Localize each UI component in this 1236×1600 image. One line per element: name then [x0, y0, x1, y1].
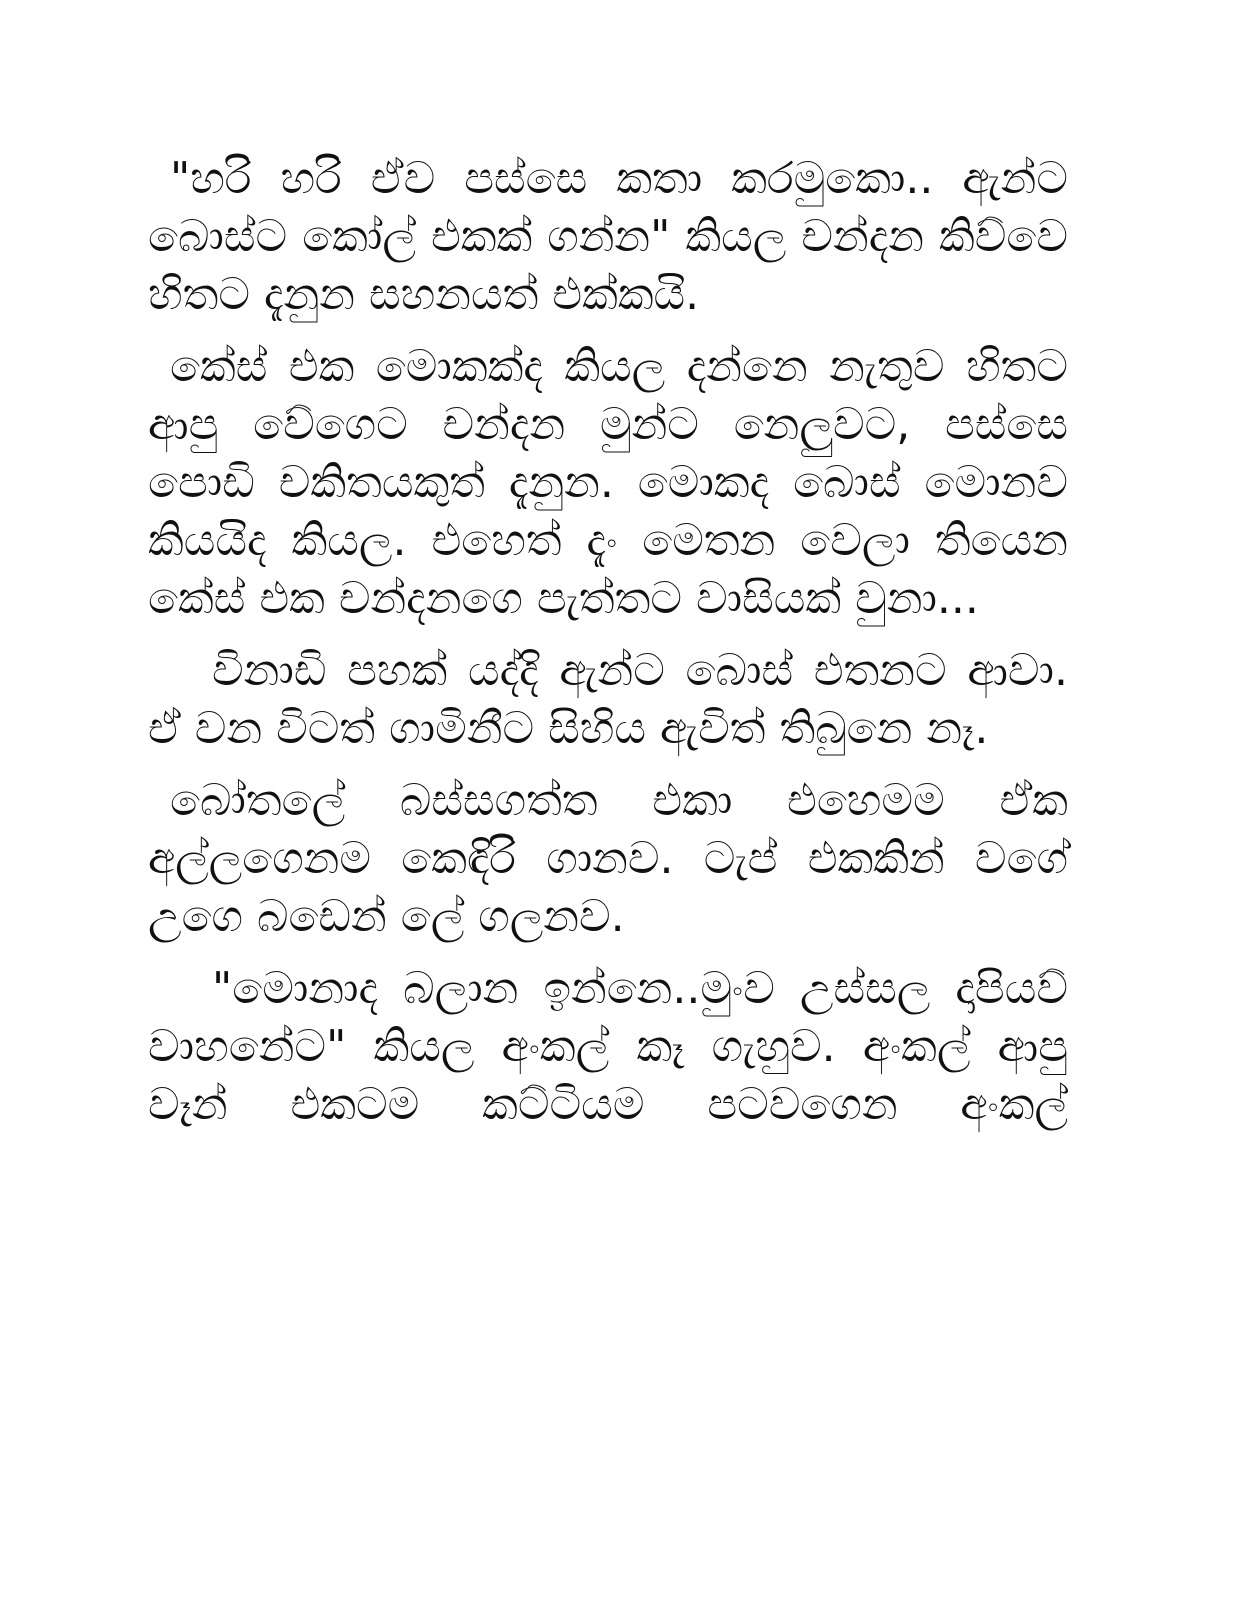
paragraph: "හරි හරි ඒව පස්සෙ කතා කරමුකො.. ඇන්ට බොස්ට කෝල් එකක් ගන්න" කියල චන්දන කිව්වෙ හිතට දැනුන සහනයත් එක්කයි. [148, 153, 1068, 320]
body-text [148, 150, 1068, 1148]
paragraph: බෝතලේ බස්සගත්ත එකා එහෙමම ඒක අල්ලගෙනම කෙඳිරි ගානව. ටැප් එකකින් වගේ උගෙ බඩෙන් ලේ ගලනව. [148, 775, 1068, 942]
paragraph: "මොනාද බලාන ඉන්නෙ..මුංව උස්සල දාපියව් වාහනේට" කියල අංකල් කෑ ගැහුව. අංකල් ආපු වෑන් එකටම කට්ටියම පටවගෙන අංකල් [148, 963, 1068, 1130]
paragraph: විනාඩි පහක් යද්දි ඇන්ට බොස් එතනට ආවා. ඒ වන විටත් ගාමිනීට සිහිය ඇවිත් තිබුනෙ නෑ. [148, 645, 1068, 754]
paragraph: කේස් එක මොකක්ද කියල දන්නෙ නැතුව හිතට ආපු වේගෙට චන්දන මුන්ට නෙලුවට, පස්සෙ පොඩි චකිතයකුත් දැනුන. මොකද බොස් මොනව කියයිද කියල. එහෙත් දැං මෙතන වෙලා තියෙන කේස් එක චන්දනගෙ පැත්තට වාසියක් වුනා... [148, 341, 1068, 624]
